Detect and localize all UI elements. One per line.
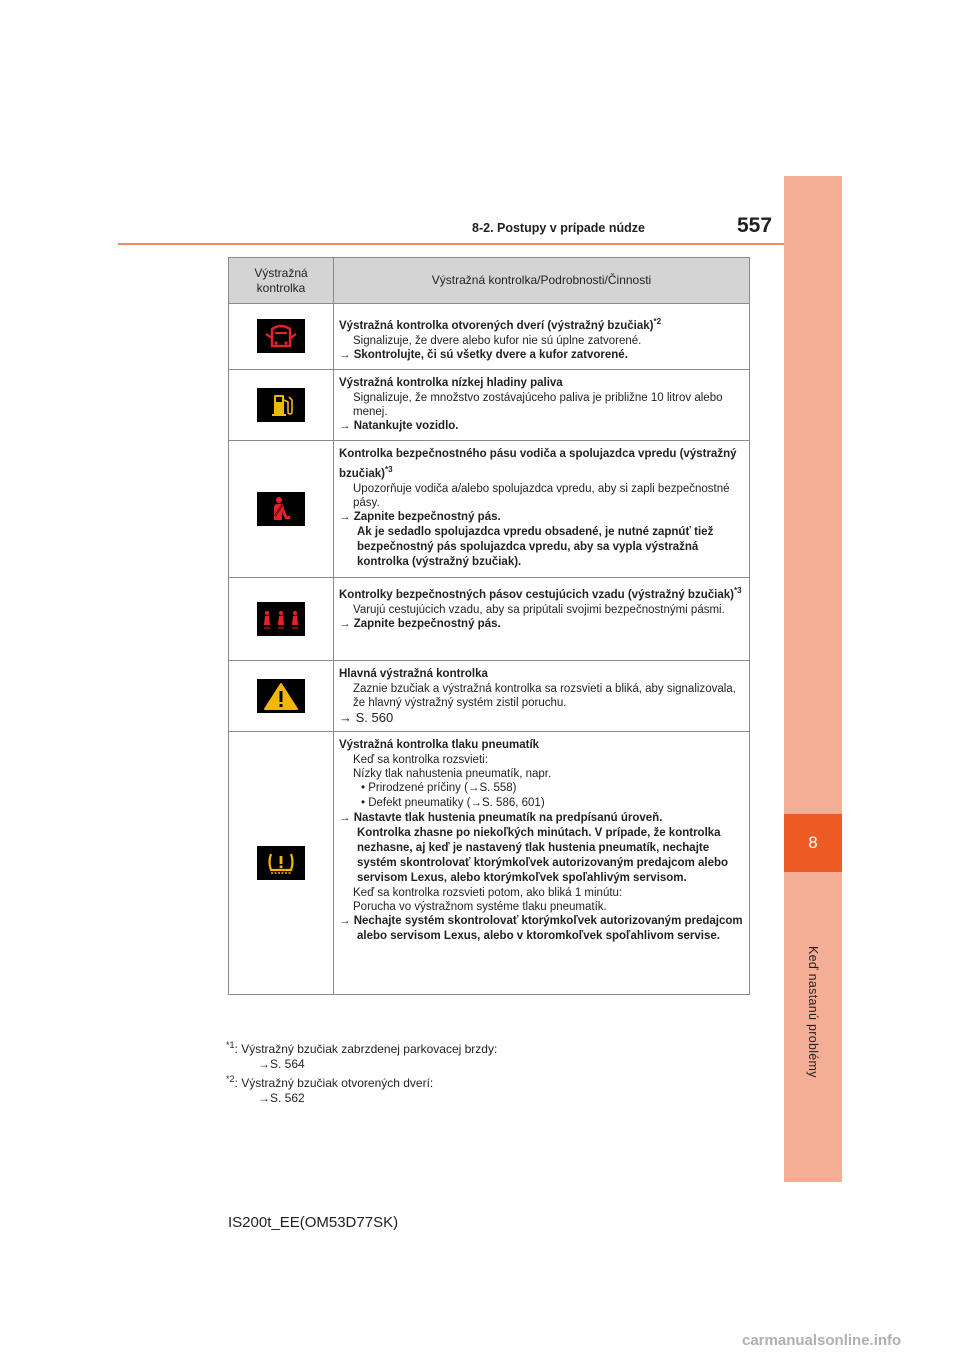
row-action-detail: Kontrolka zhasne po niekoľkých minútach. V prípade, že kontrolka nezhasne, aj keď je nastavený tlak hustenia pneumatík, nechajte systém skontrolovať ktorýmkoľvek autorizovaným predajcom alebo servisom Lexus, alebo ktorýmkoľvek spoľahlivým servisom.: [357, 826, 729, 884]
footnote-ref: →S. 564: [258, 1057, 305, 1071]
row-description: Nízky tlak nahustenia pneumatík, napr.: [353, 767, 552, 780]
row-description: Porucha vo výstražnom systéme tlaku pneumatík.: [353, 900, 607, 913]
door-open-warning-icon: [257, 319, 305, 353]
model-code: IS200t_EE(OM53D77SK): [228, 1214, 399, 1231]
list-item: • Prirodzené príčiny (→S. 558): [361, 781, 517, 794]
row-description: Signalizuje, že dvere alebo kufor nie sú úplne zatvorené.: [353, 334, 642, 347]
watermark: carmanualsonline.info: [742, 1332, 902, 1349]
footnote: $^{*1}$: Výstražný bzučiak zabrzdenej parkovacej brzdy:: [226, 1040, 498, 1056]
footnotes: [226, 1038, 497, 1106]
row-action: → Zapnite bezpečnostný pás.: [339, 617, 501, 630]
table-header-row: [229, 258, 750, 304]
row-title: Výstražná kontrolka tlaku pneumatík: [339, 738, 540, 751]
row-description: Upozorňuje vodiča a/alebo spolujazdca vpredu, aby si zapli bezpečnostné pásy.: [353, 482, 730, 509]
row-description: Zaznie bzučiak a výstražná kontrolka sa rozsvieti a bliká, aby signalizovala, že hlavný výstražný systém zistil poruchu.: [353, 682, 736, 709]
rear-seatbelt-icon: [257, 602, 305, 636]
col-header-details: Výstražná kontrolka/Podrobnosti/Činnosti: [334, 258, 750, 304]
row-action: → Natankujte vozidlo.: [339, 419, 459, 432]
master-warning-icon: [257, 679, 305, 713]
table-row: [229, 660, 750, 731]
row-action: → Nechajte systém skontrolovať ktorýmkoľvek autorizovaným predajcom alebo servisom Lexus, alebo v ktoromkoľvek spoľahlivom servise.: [339, 914, 743, 942]
page-number: 557: [737, 214, 773, 237]
seatbelt-icon: [257, 492, 305, 526]
table-row: [229, 577, 750, 660]
row-description: Keď sa kontrolka rozsvieti:: [353, 753, 488, 766]
chapter-title: Keď nastanú problémy: [806, 946, 820, 1078]
row-title: Výstražná kontrolka nízkej hladiny paliva: [339, 376, 563, 389]
table-row: [229, 304, 750, 370]
table-row: [229, 440, 750, 577]
row-title: Výstražná kontrolka otvorených dverí (výstražný bzučiak)$^{*2}$: [339, 317, 662, 332]
table-row: [229, 731, 750, 994]
tire-pressure-icon: [257, 846, 305, 880]
table-row: [229, 369, 750, 440]
row-title: Hlavná výstražná kontrolka: [339, 667, 488, 680]
chapter-number-tab: 8: [784, 814, 842, 872]
chapter-sidebar: [784, 176, 842, 1182]
row-title: Kontrolka bezpečnostného pásu vodiča a spolujazdca vpredu (výstražný bzučiak)$^{*3}$: [339, 447, 737, 480]
row-action: → Skontrolujte, či sú všetky dvere a kufor zatvorené.: [339, 348, 628, 361]
row-description: Signalizuje, že množstvo zostávajúceho paliva je približne 10 litrov alebo menej.: [353, 391, 723, 418]
row-action: → S. 560: [339, 709, 394, 725]
row-title: Kontrolky bezpečnostných pásov cestujúcich vzadu (výstražný bzučiak)$^{*3}$: [339, 585, 742, 601]
section-title: 8-2. Postupy v prípade núdze: [472, 221, 645, 235]
list-item: • Defekt pneumatiky (→S. 586, 601): [361, 796, 545, 809]
header-rule: [118, 243, 784, 245]
col-header-lamp: Výstražná kontrolka: [229, 258, 334, 304]
row-description: Varujú cestujúcich vzadu, aby sa pripútali svojimi bezpečnostnými pásmi.: [353, 603, 725, 616]
row-action: → Zapnite bezpečnostný pás.: [339, 510, 501, 523]
row-description: Keď sa kontrolka rozsvieti potom, ako bliká 1 minútu:: [353, 886, 623, 899]
fuel-pump-icon: [257, 388, 305, 422]
footnote: $^{*2}$: Výstražný bzučiak otvorených dverí:: [226, 1074, 434, 1090]
warning-lights-table: [228, 257, 750, 995]
footnote-ref: →S. 562: [258, 1091, 305, 1105]
row-action-detail: Ak je sedadlo spolujazdca vpredu obsadené, je nutné zapnúť tiež bezpečnostný pás spolujazdca vpredu, aby sa vypla výstražná kontrolka (výstražný bzučiak).: [357, 525, 714, 568]
row-action: → Nastavte tlak hustenia pneumatík na predpísanú úroveň.: [339, 811, 663, 824]
